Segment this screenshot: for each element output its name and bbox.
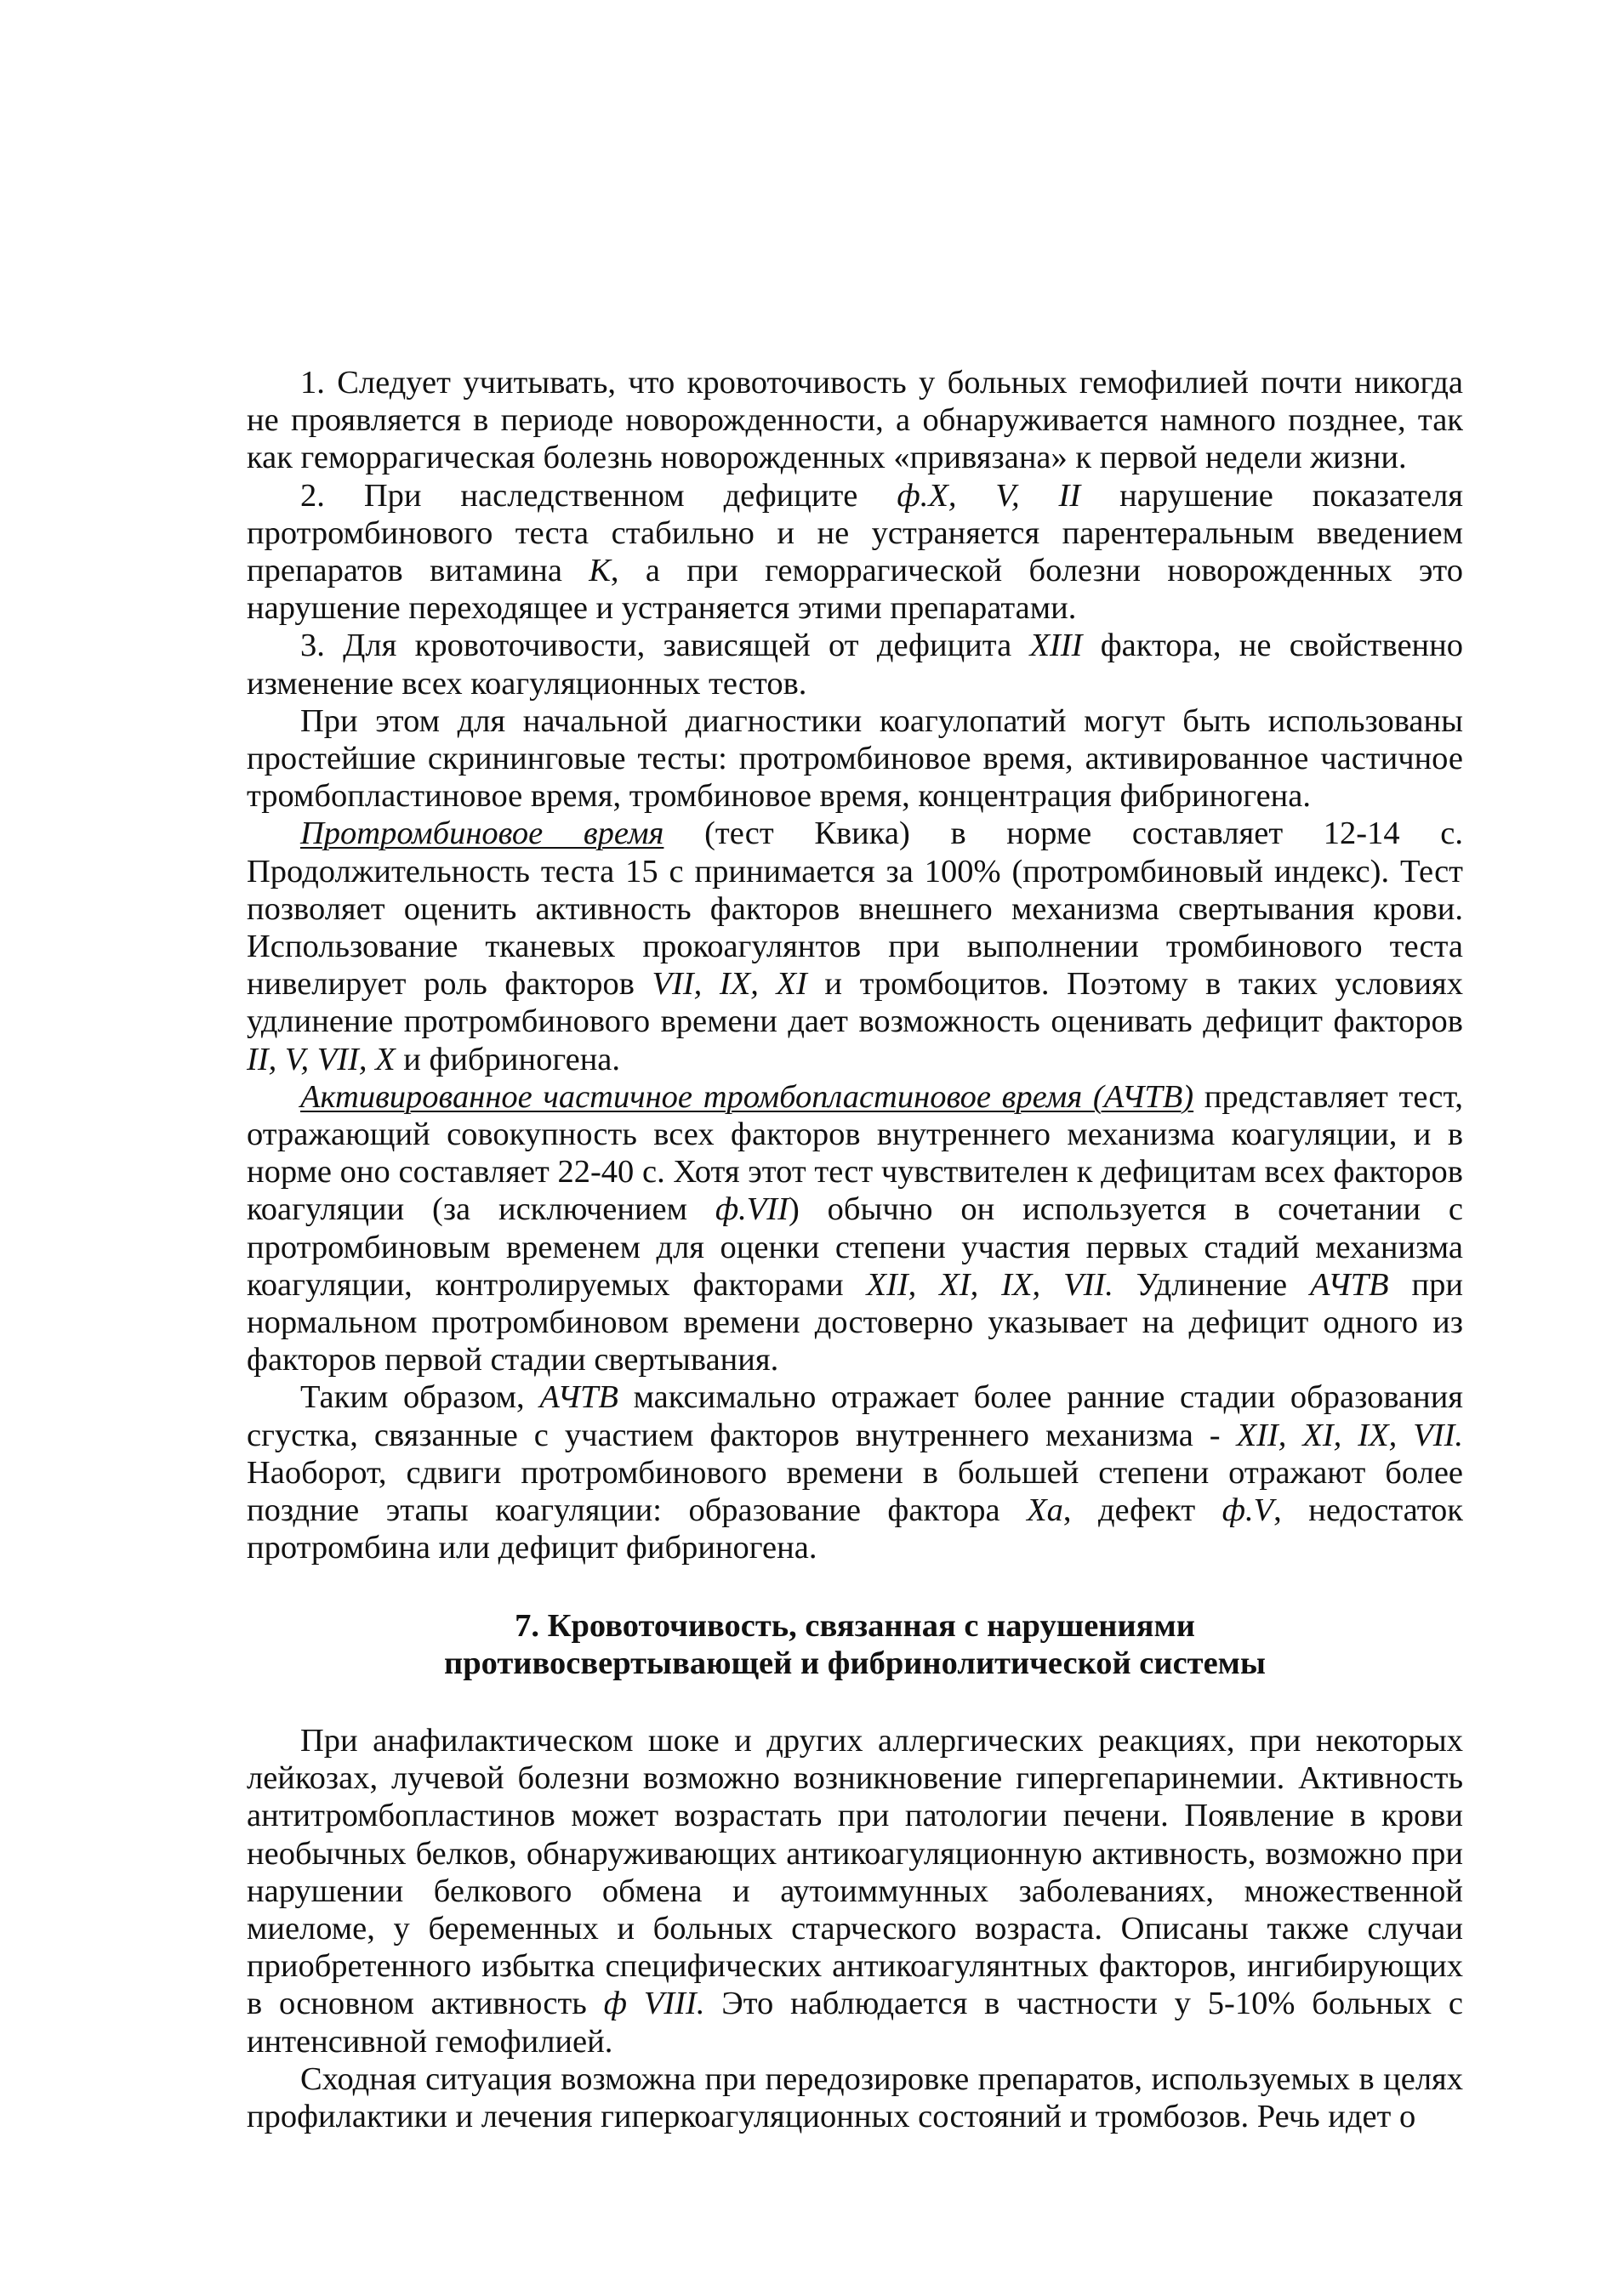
text-run: Сходная ситуация возможна при передозировке препаратов, используемых в целях профилактики и лечения гиперкоагуляционных состояний и тромбозов. Речь идет о bbox=[247, 2060, 1463, 2134]
italic-term: ф.V bbox=[1222, 1492, 1274, 1529]
paragraph-p6 bbox=[247, 1078, 1463, 1379]
italic-term: Xa bbox=[1027, 1492, 1063, 1529]
italic-term: II, V, VII, X bbox=[247, 1041, 396, 1077]
italic-term: АЧТВ bbox=[1310, 1266, 1389, 1303]
text-run: Таким образом, bbox=[300, 1379, 540, 1416]
underlined-term: Активированное частичное тромбопластиновое время (АЧТВ) bbox=[300, 1078, 1194, 1115]
text-run: Это наблюдается в частности у 5-10% больных с интенсивной гемофилией. bbox=[247, 1986, 1463, 2060]
text-run: и тромбоцитов. Поэтому в таких условиях удлинение протромбинового времени дает возможность оценивать дефицит факторов bbox=[247, 966, 1464, 1040]
italic-term: XIII bbox=[1029, 628, 1083, 664]
section-heading-line-1: 7. Кровоточивость, связанная с нарушениями bbox=[515, 1607, 1195, 1644]
section-heading bbox=[247, 1607, 1463, 1682]
italic-term: XII, XI, IX, VII. bbox=[866, 1266, 1113, 1303]
text-run: 2. При наследственном дефиците bbox=[300, 477, 897, 514]
text-run: Наоборот, сдвиги протромбинового времени в большей степени отражают более поздние этапы коагуляции: образование фактора bbox=[247, 1454, 1463, 1529]
paragraph-p5 bbox=[247, 815, 1463, 1077]
italic-term: VII, IX, XI bbox=[652, 966, 807, 1003]
text-run: при нормальном протромбиновом времени достоверно указывает на дефицит одного из факторов первой стадии свертывания. bbox=[247, 1266, 1463, 1378]
italic-term: АЧТВ bbox=[539, 1379, 618, 1416]
italic-term: ф.VII bbox=[715, 1191, 789, 1228]
text-run: (тест Квика) в норме составляет 12-14 с. Продолжительность теста 15 с принимается за 100% (протромбиновый индекс). Тест позволяет оценить активность факторов внешнего механизма свертывания крови. Использование тканевых прокоагулянтов при выполнении тромбинового теста нивелирует роль факторов bbox=[247, 816, 1463, 1003]
text-run: 1. Следует учитывать, что кровоточивость у больных гемофилией почти никогда не проявляется в периоде новорожденности, а обнаруживается намного позднее, так как геморрагическая болезнь новорожденных «привязана» к первой недели жизни. bbox=[247, 365, 1463, 476]
text-run: и фибриногена. bbox=[395, 1041, 621, 1077]
text-run: , дефект bbox=[1062, 1492, 1222, 1529]
paragraph-p7 bbox=[247, 1378, 1463, 1566]
underlined-term: Протромбиновое время bbox=[300, 816, 664, 852]
body-text-bottom bbox=[247, 1722, 1463, 2135]
paragraph-p2 bbox=[247, 477, 1463, 628]
text-run: При этом для начальной диагностики коагулопатий могут быть использованы простейшие скрининговые тесты: протромбиновое время, активированное частичное тромбопластиновое время, тромбиновое время, концентрация фибриногена. bbox=[247, 702, 1463, 815]
text-run: нарушение показателя протромбинового теста стабильно и не устраняется парентеральным введением препаратов витамина bbox=[247, 477, 1463, 589]
text-run: При анафилактическом шоке и других аллергических реакциях, при некоторых лейкозах, лучевой болезни возможно возникновение гипергепаринемии. Активность антитромбопластинов может возрастать при патологии печени. Появление в крови необычных белков, обнаруживающих антикоагуляционную активность, возможно при нарушении белкового обмена и аутоиммунных заболеваниях, множественной миеломе, у беременных и больных старческого возраста. Описаны также случаи приобретенного избытка специфических антикоагулянтных факторов, ингибирующих в основном активность bbox=[247, 1722, 1463, 2022]
italic-term: К bbox=[589, 553, 611, 589]
paragraph-p8 bbox=[247, 1722, 1463, 2060]
text-run: , а при геморрагической болезни новорожденных это нарушение переходящее и устраняется этими препаратами. bbox=[247, 553, 1463, 627]
body-text-top bbox=[247, 364, 1463, 1567]
italic-term: ф VIII. bbox=[603, 1986, 705, 2022]
text-run: , недостаток протромбина или дефицит фибриногена. bbox=[247, 1492, 1464, 1566]
document-page bbox=[247, 364, 1463, 2135]
text-run: 3. Для кровоточивости, зависящей от дефицита bbox=[300, 628, 1030, 664]
text-run: фактора, не свойственно изменение всех коагуляционных тестов. bbox=[247, 628, 1463, 702]
text-run: Удлинение bbox=[1113, 1266, 1311, 1303]
paragraph-p4 bbox=[247, 702, 1463, 816]
text-run: максимально отражает более ранние стадии образования сгустка, связанные с участием факторов внутреннего механизма - bbox=[247, 1379, 1464, 1453]
italic-term: ф.X, V, II bbox=[897, 477, 1081, 514]
paragraph-p9 bbox=[247, 2060, 1463, 2135]
text-run: ) обычно он используется в сочетании с протромбиновым временем для оценки степени участия первых стадий механизма коагуляции, контролируемых факторами bbox=[247, 1191, 1463, 1303]
section-heading-line-2: противосвертывающей и фибринолитической системы bbox=[444, 1645, 1266, 1681]
italic-term: XII, XI, IX, VII. bbox=[1236, 1417, 1464, 1453]
paragraph-p3 bbox=[247, 627, 1463, 702]
text-run: представляет тест, отражающий совокупность всех факторов внутреннего механизма коагуляции, и в норме оно составляет 22-40 с. Хотя этот тест чувствителен к дефицитам всех факторов коагуляции (за исключением bbox=[247, 1078, 1464, 1228]
paragraph-p1 bbox=[247, 364, 1463, 477]
